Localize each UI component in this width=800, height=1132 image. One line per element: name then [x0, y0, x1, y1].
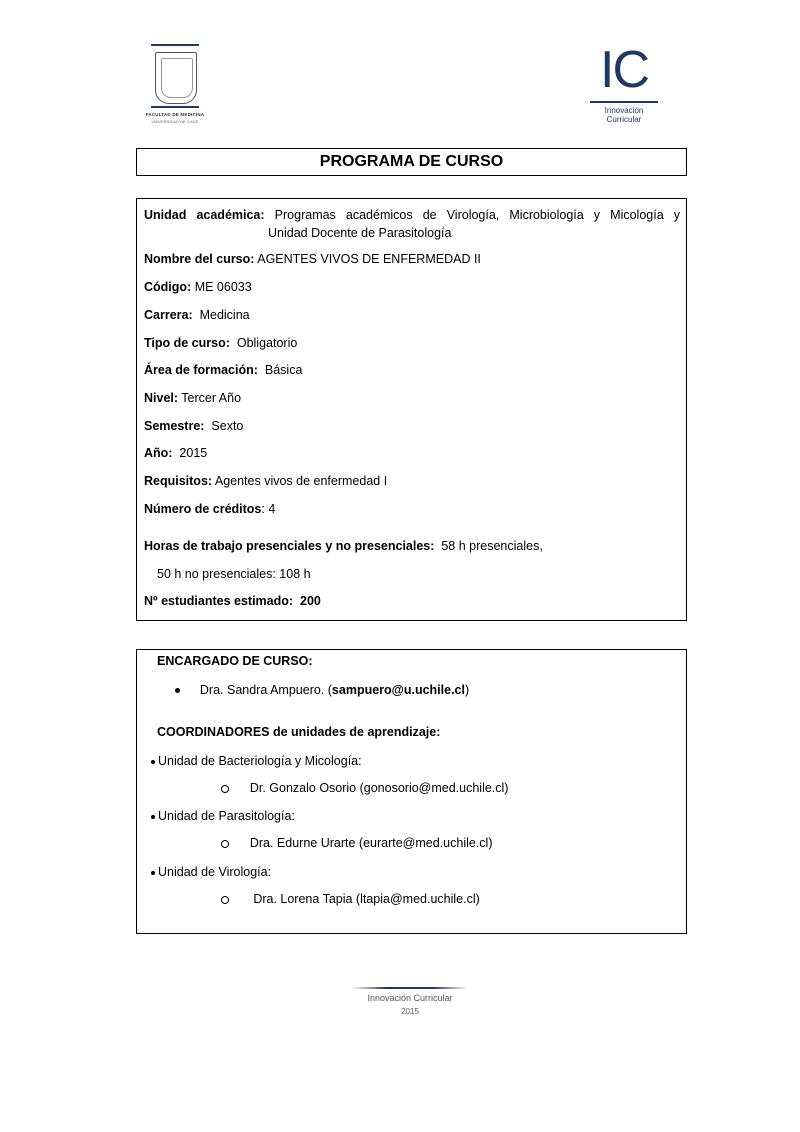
- encargado-name: Dra. Sandra Ampuero. (: [199, 683, 332, 697]
- circle-bullet-icon: [221, 785, 229, 793]
- unidad-label: Unidad académica:: [144, 208, 265, 222]
- codigo-label: Código:: [144, 280, 192, 294]
- anio-row: [144, 445, 207, 461]
- logo-rule: [151, 44, 199, 46]
- bullet-icon: [151, 815, 155, 819]
- unit-label: Unidad de Parasitología:: [158, 809, 295, 823]
- page-title-box: [136, 148, 687, 176]
- nivel-label: Nivel:: [144, 391, 179, 405]
- estudiantes-label: Nº estudiantes estimado:: [144, 594, 294, 608]
- course-staff-box: [136, 649, 687, 934]
- horas-label: Horas de trabajo presenciales y no presenciales:: [144, 539, 435, 553]
- coordinator-item: [221, 835, 492, 851]
- faculty-crest-icon: [155, 52, 197, 104]
- anio-value: 2015: [179, 446, 208, 460]
- coordinadores-heading: COORDINADORES de unidades de aprendizaje:: [157, 725, 441, 739]
- nivel-value: Tercer Año: [181, 391, 242, 405]
- semestre-label: Semestre:: [144, 419, 205, 433]
- innovacion-curricular-logo: [588, 41, 660, 128]
- tipo-label: Tipo de curso:: [144, 336, 230, 350]
- requisitos-label: Requisitos:: [144, 474, 213, 488]
- requisitos-row: [144, 473, 387, 489]
- encargado-email[interactable]: sampuero@u.uchile.cl: [331, 683, 465, 697]
- coordinator-name: Dra. Edurne Urarte (eurarte@med.uchile.cl): [249, 836, 493, 850]
- unidad-value: Programas académicos de Virología, Microbiología y Micología y: [274, 208, 681, 222]
- footer-line2: 2015: [401, 1007, 419, 1016]
- page-footer: [352, 987, 468, 1021]
- area-value: Básica: [264, 363, 303, 377]
- creditos-value: : 4: [261, 502, 276, 516]
- carrera-label: Carrera:: [144, 308, 193, 322]
- unit-label: Unidad de Bacteriología y Micología:: [158, 754, 362, 768]
- semestre-row: [144, 418, 243, 434]
- nombre-row: [144, 251, 481, 267]
- area-row: [144, 362, 302, 378]
- tipo-row: [144, 335, 297, 351]
- semestre-value: Sexto: [211, 419, 244, 433]
- unit-item: [151, 864, 271, 880]
- estudiantes-value: 200: [300, 594, 321, 608]
- course-info-box: [136, 198, 687, 621]
- carrera-value: Medicina: [199, 308, 250, 322]
- codigo-row: [144, 279, 252, 295]
- unit-label: Unidad de Virología:: [158, 865, 272, 879]
- unit-item: [151, 808, 295, 824]
- horas-value-line1: 58 h presenciales,: [441, 539, 543, 553]
- coordinator-name: Dr. Gonzalo Osorio (gonosorio@med.uchile.cl): [249, 781, 509, 795]
- nombre-value: AGENTES VIVOS DE ENFERMEDAD II: [257, 252, 481, 266]
- encargado-heading: ENCARGADO DE CURSO:: [157, 654, 313, 668]
- logo-caption-line1: Innovación: [604, 106, 644, 115]
- logo-caption-line2: Curricular: [606, 115, 642, 124]
- circle-bullet-icon: [221, 896, 229, 904]
- circle-bullet-icon: [221, 840, 229, 848]
- coordinator-item: [221, 780, 508, 796]
- logo-rule: [151, 106, 199, 108]
- nivel-row: [144, 390, 241, 406]
- coordinator-name: Dra. Lorena Tapia (ltapia@med.uchile.cl): [253, 892, 480, 906]
- tipo-value: Obligatorio: [236, 336, 298, 350]
- unidad-value-line2: Unidad Docente de Parasitología: [268, 226, 452, 240]
- horas-row: [144, 538, 543, 554]
- bullet-icon: [151, 871, 155, 875]
- coordinator-item: [221, 891, 480, 907]
- nombre-label: Nombre del curso:: [144, 252, 255, 266]
- bullet-icon: [151, 760, 155, 764]
- area-label: Área de formación:: [144, 363, 258, 377]
- anio-label: Año:: [144, 446, 173, 460]
- carrera-row: [144, 307, 250, 323]
- creditos-row: [144, 501, 275, 517]
- faculty-logo: [143, 44, 207, 130]
- encargado-item: Dra. Sandra Ampuero. (sampuero@u.uchile.cl): [175, 682, 469, 698]
- unidad-row: [144, 207, 680, 223]
- ic-mark: IC: [600, 41, 648, 99]
- faculty-caption: FACULTAD DE MEDICINA: [145, 112, 205, 117]
- footer-line1: Innovación Curricular: [367, 993, 453, 1003]
- logo-rule: [590, 101, 658, 103]
- estudiantes-row: [144, 593, 321, 609]
- unit-item: [151, 753, 362, 769]
- university-caption: UNIVERSIDAD DE CHILE: [151, 119, 199, 124]
- codigo-value: ME 06033: [194, 280, 252, 294]
- creditos-label: Número de créditos: [144, 502, 262, 516]
- requisitos-value: Agentes vivos de enfermedad I: [214, 474, 388, 488]
- page-title: PROGRAMA DE CURSO: [319, 153, 504, 170]
- footer-rule: [352, 987, 468, 989]
- bullet-icon: [175, 688, 180, 693]
- horas-value-line2: 50 h no presenciales: 108 h: [157, 567, 311, 581]
